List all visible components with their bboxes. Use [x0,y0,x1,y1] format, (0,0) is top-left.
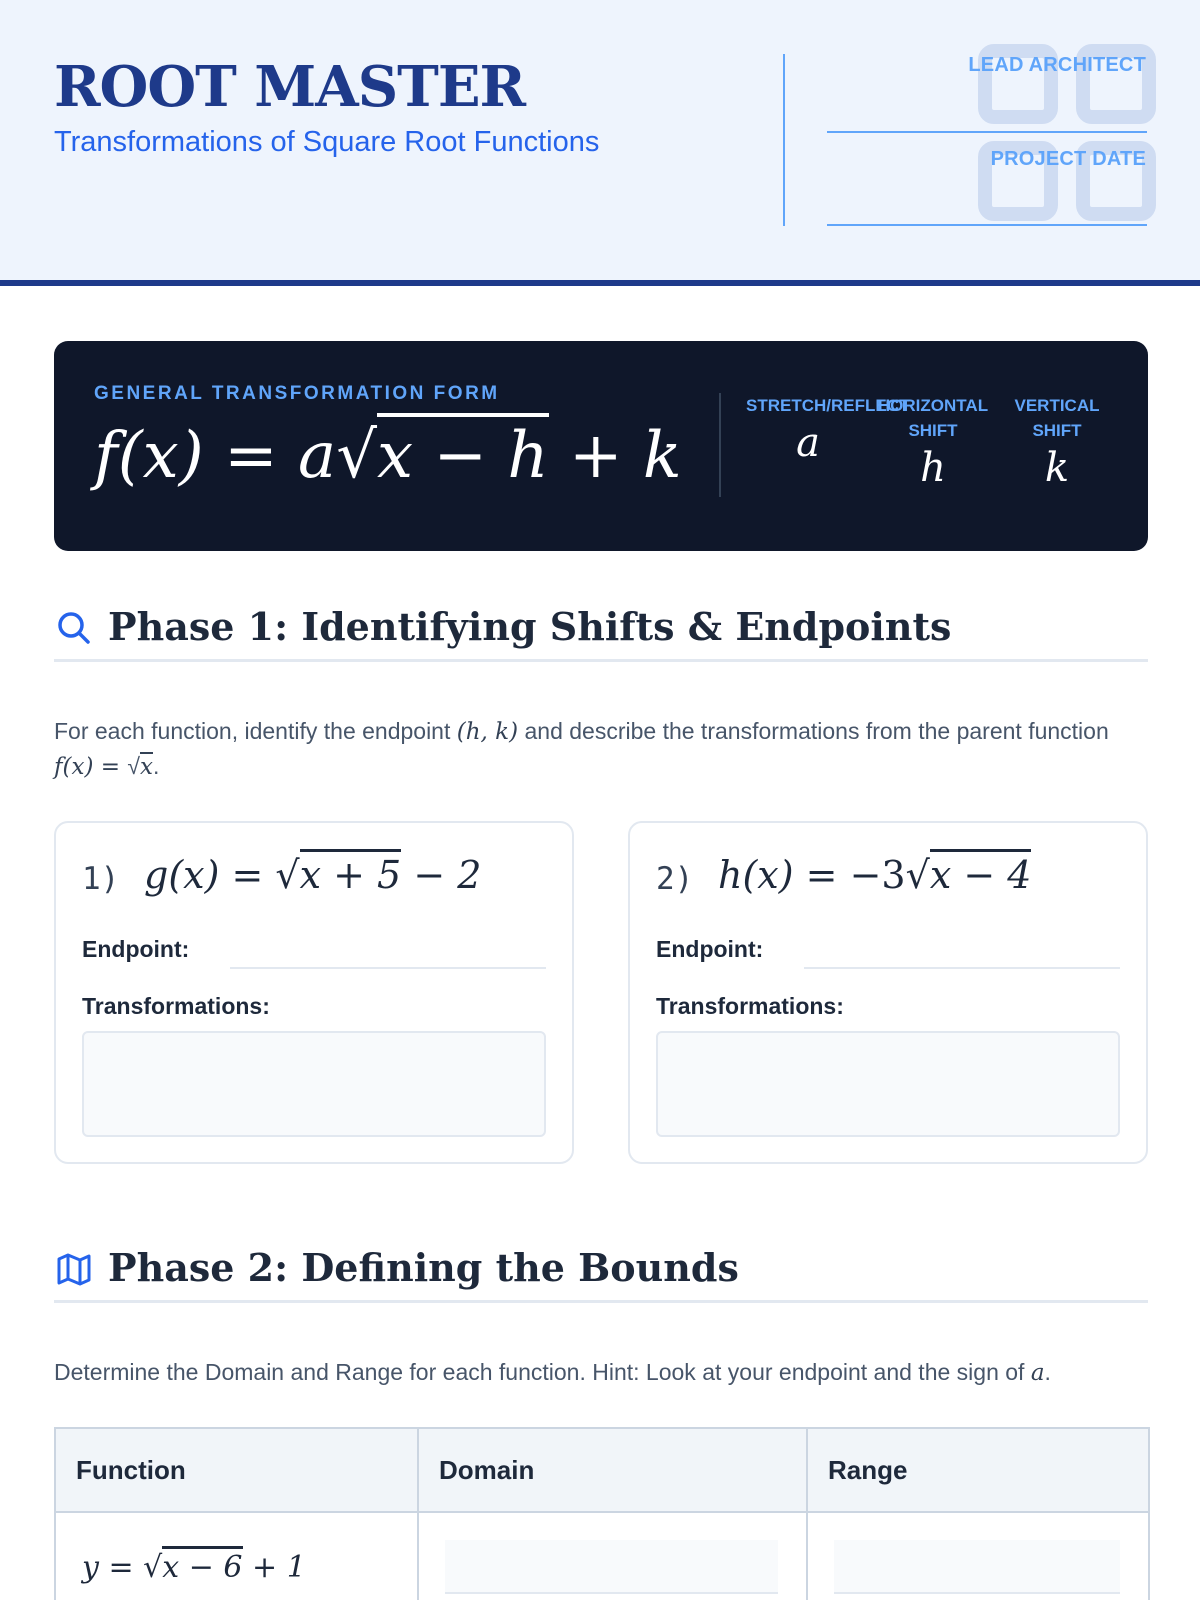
param-symbol: a [796,420,820,466]
page-header [0,0,1200,286]
radical-sign: √ [275,853,300,897]
page-title: ROOT MASTER [54,54,526,120]
radical-sign: √ [336,419,377,493]
param-label: VERTICAL SHIFT [1014,396,1100,440]
domain-cell [418,1512,807,1600]
column-header-function: Function [55,1428,418,1512]
function-lhs: y = [82,1549,144,1585]
formula-equals: = [203,419,299,493]
param-symbol: h [920,445,946,491]
function-coefficient: −3 [849,853,906,897]
formula-tail: + k [548,419,682,493]
instruction-text: and describe the transformations from the parent function [518,718,1109,744]
row-function [82,1546,306,1585]
radical-sign: √ [905,853,930,897]
endpoint-label: Endpoint: [82,936,190,962]
parent-function: f(x) = [54,754,128,780]
range-answer-field[interactable] [834,1540,1120,1594]
problem-number: 1) [82,861,120,897]
general-formula [94,419,682,493]
param-label: STRETCH/REFLECT [746,396,910,415]
function-radicand: x + 5 [300,849,402,897]
range-cell [807,1512,1149,1600]
param-symbol: k [1044,445,1070,491]
table-row [55,1512,1149,1600]
problem-number: 2) [656,861,694,897]
table-header-row [55,1428,1149,1512]
endpoint-answer-field[interactable] [230,967,546,969]
lead-architect-label: LEAD ARCHITECT [968,54,1146,76]
param-k [995,393,1119,491]
page-subtitle: Transformations of Square Root Functions [54,126,600,158]
formula-separator [719,393,721,497]
transformations-label: Transformations: [82,993,270,1019]
project-date-label: PROJECT DATE [990,148,1146,170]
formula-radicand: x − h [377,413,549,493]
endpoint-answer-field[interactable] [804,967,1120,969]
function-lhs: h(x) = [718,853,850,897]
problem-card-1 [54,821,574,1164]
domain-answer-field[interactable] [445,1540,778,1594]
column-header-range: Range [807,1428,1149,1512]
header-divider [783,54,785,226]
parent-radicand: x [139,754,153,780]
endpoint-label: Endpoint: [656,936,764,962]
formula-tag: GENERAL TRANSFORMATION FORM [94,383,500,404]
function-tail: − 2 [401,853,482,897]
transformations-label: Transformations: [656,993,844,1019]
formula-card [54,341,1148,551]
column-header-domain: Domain [418,1428,807,1512]
param-a [746,393,910,466]
param-label: HORIZONTAL SHIFT [877,396,989,440]
radical-sign: √ [127,753,140,779]
instruction-text: Determine the Domain and Range for each function. Hint: Look at your endpoint and the sign of [54,1359,1031,1385]
instruction-text: . [1044,1359,1051,1385]
function-lhs: g(x) = [144,853,276,897]
transformations-answer-box[interactable] [82,1031,546,1137]
endpoint-notation: (h, k) [456,719,519,745]
problem-function [144,853,481,897]
param-h [871,393,995,491]
problem-card-2 [628,821,1148,1164]
radical-sign: √ [143,1549,163,1585]
problem-function [718,853,1031,897]
lead-architect-field[interactable] [827,131,1147,133]
search-icon [56,610,92,646]
bounds-table [54,1427,1150,1600]
function-tail: + 1 [242,1549,306,1585]
phase1-instruction [54,714,1154,784]
phase2-title: Phase 2: Defining the Bounds [108,1245,739,1290]
formula-lhs: f(x) [94,419,204,493]
function-radicand: x − 4 [930,849,1032,897]
phase2-instruction [54,1355,1154,1390]
phase1-heading [54,602,1148,662]
transformations-answer-box[interactable] [656,1031,1120,1137]
formula-a: a [298,419,337,493]
instruction-text: . [152,753,160,779]
function-radicand: x − 6 [162,1546,242,1585]
function-cell [55,1512,418,1600]
phase1-title: Phase 1: Identifying Shifts & Endpoints [108,604,952,649]
instruction-symbol: a [1030,1360,1045,1386]
phase2-heading [54,1243,1148,1303]
map-icon [56,1251,92,1287]
project-date-field[interactable] [827,224,1147,226]
instruction-text: For each function, identify the endpoint [54,718,457,744]
